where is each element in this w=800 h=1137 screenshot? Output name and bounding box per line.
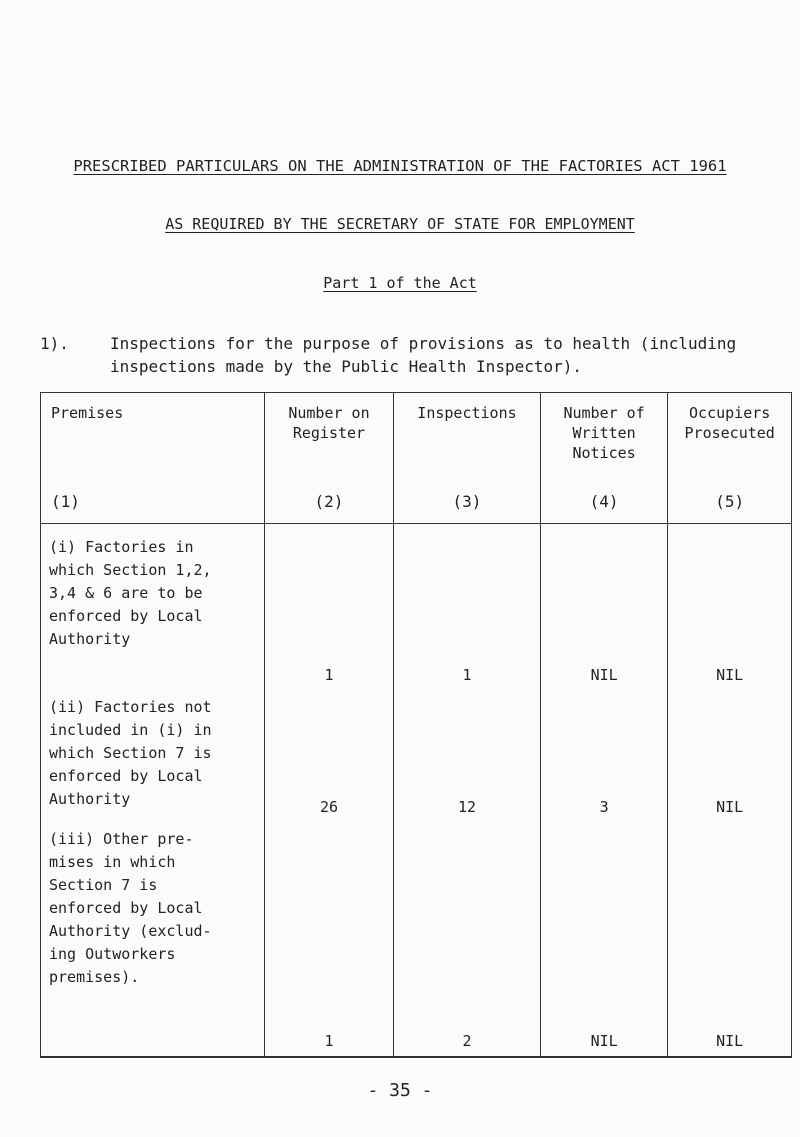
header-label: Premises: [51, 404, 124, 422]
cell-number-on-register: 1: [264, 524, 393, 693]
row-label-line: (i) Factories in: [49, 538, 194, 556]
cell-inspections: 2: [394, 824, 541, 1057]
header-number: (5): [715, 492, 745, 511]
row-label-line: ing Outworkers: [49, 945, 176, 963]
row-label-line: enforced by Local: [49, 767, 203, 785]
table-row: [41, 824, 792, 1057]
header-label: Number of Written Notices: [563, 404, 645, 462]
header-number: (2): [314, 492, 344, 511]
row-label-line: Authority (exclud-: [49, 922, 212, 940]
document-title: PRESCRIBED PARTICULARS ON THE ADMINISTRATION OF THE FACTORIES ACT 1961: [73, 157, 727, 175]
cell-inspections: 1: [394, 524, 541, 693]
row-label-line: enforced by Local: [49, 899, 203, 917]
cell-occupiers-prosecuted: NIL: [668, 692, 792, 824]
header-occupiers-prosecuted: [668, 393, 792, 524]
cell-written-notices: NIL: [540, 824, 668, 1057]
document-subtitle: AS REQUIRED BY THE SECRETARY OF STATE FOR EMPLOYMENT: [165, 215, 635, 233]
row-label-line: which Section 1,2,: [49, 561, 212, 579]
part-heading: Part 1 of the Act: [323, 274, 477, 292]
row-label-line: included in (i) in: [49, 721, 212, 739]
row-label-line: which Section 7 is: [49, 744, 212, 762]
page-number: - 35 -: [367, 1080, 433, 1101]
cell-number-on-register: 26: [264, 692, 393, 824]
row-label-line: (iii) Other pre-: [49, 830, 194, 848]
header-number: (1): [51, 492, 80, 511]
header-written-notices: [540, 393, 668, 524]
cell-occupiers-prosecuted: NIL: [668, 824, 792, 1057]
row-label-line: Authority: [49, 790, 131, 808]
row-label: [41, 524, 265, 693]
header-number: (3): [452, 492, 482, 511]
header-label: Occupiers Prosecuted: [684, 404, 775, 442]
row-label: [41, 692, 265, 824]
header-number-on-register: [264, 393, 393, 524]
section-text-line-1: Inspections for the purpose of provisions as to health (including: [110, 334, 737, 353]
cell-written-notices: 3: [540, 692, 668, 824]
section-number: 1).: [40, 334, 69, 353]
header-premises: [41, 393, 265, 524]
row-label: [41, 824, 265, 1057]
row-label-line: enforced by Local: [49, 607, 203, 625]
row-label-line: Section 7 is: [49, 876, 158, 894]
row-label-line: 3,4 & 6 are to be: [49, 584, 203, 602]
header-inspections: [394, 393, 541, 524]
inspections-table: [40, 392, 792, 1058]
row-label-line: Authority: [49, 630, 131, 648]
section-text-line-2: inspections made by the Public Health Inspector).: [110, 357, 583, 376]
table-header-row: [41, 393, 792, 524]
cell-written-notices: NIL: [540, 524, 668, 693]
row-label-line: mises in which: [49, 853, 176, 871]
table-row: [41, 692, 792, 824]
header-label: Number on Register: [288, 404, 370, 442]
cell-inspections: 12: [394, 692, 541, 824]
row-label-line: (ii) Factories not: [49, 698, 212, 716]
header-label: Inspections: [417, 404, 517, 422]
section-intro: [40, 332, 780, 378]
cell-number-on-register: 1: [264, 824, 393, 1057]
header-number: (4): [589, 492, 619, 511]
row-label-line: premises).: [49, 968, 140, 986]
cell-occupiers-prosecuted: NIL: [668, 524, 792, 693]
table-row: [41, 524, 792, 693]
